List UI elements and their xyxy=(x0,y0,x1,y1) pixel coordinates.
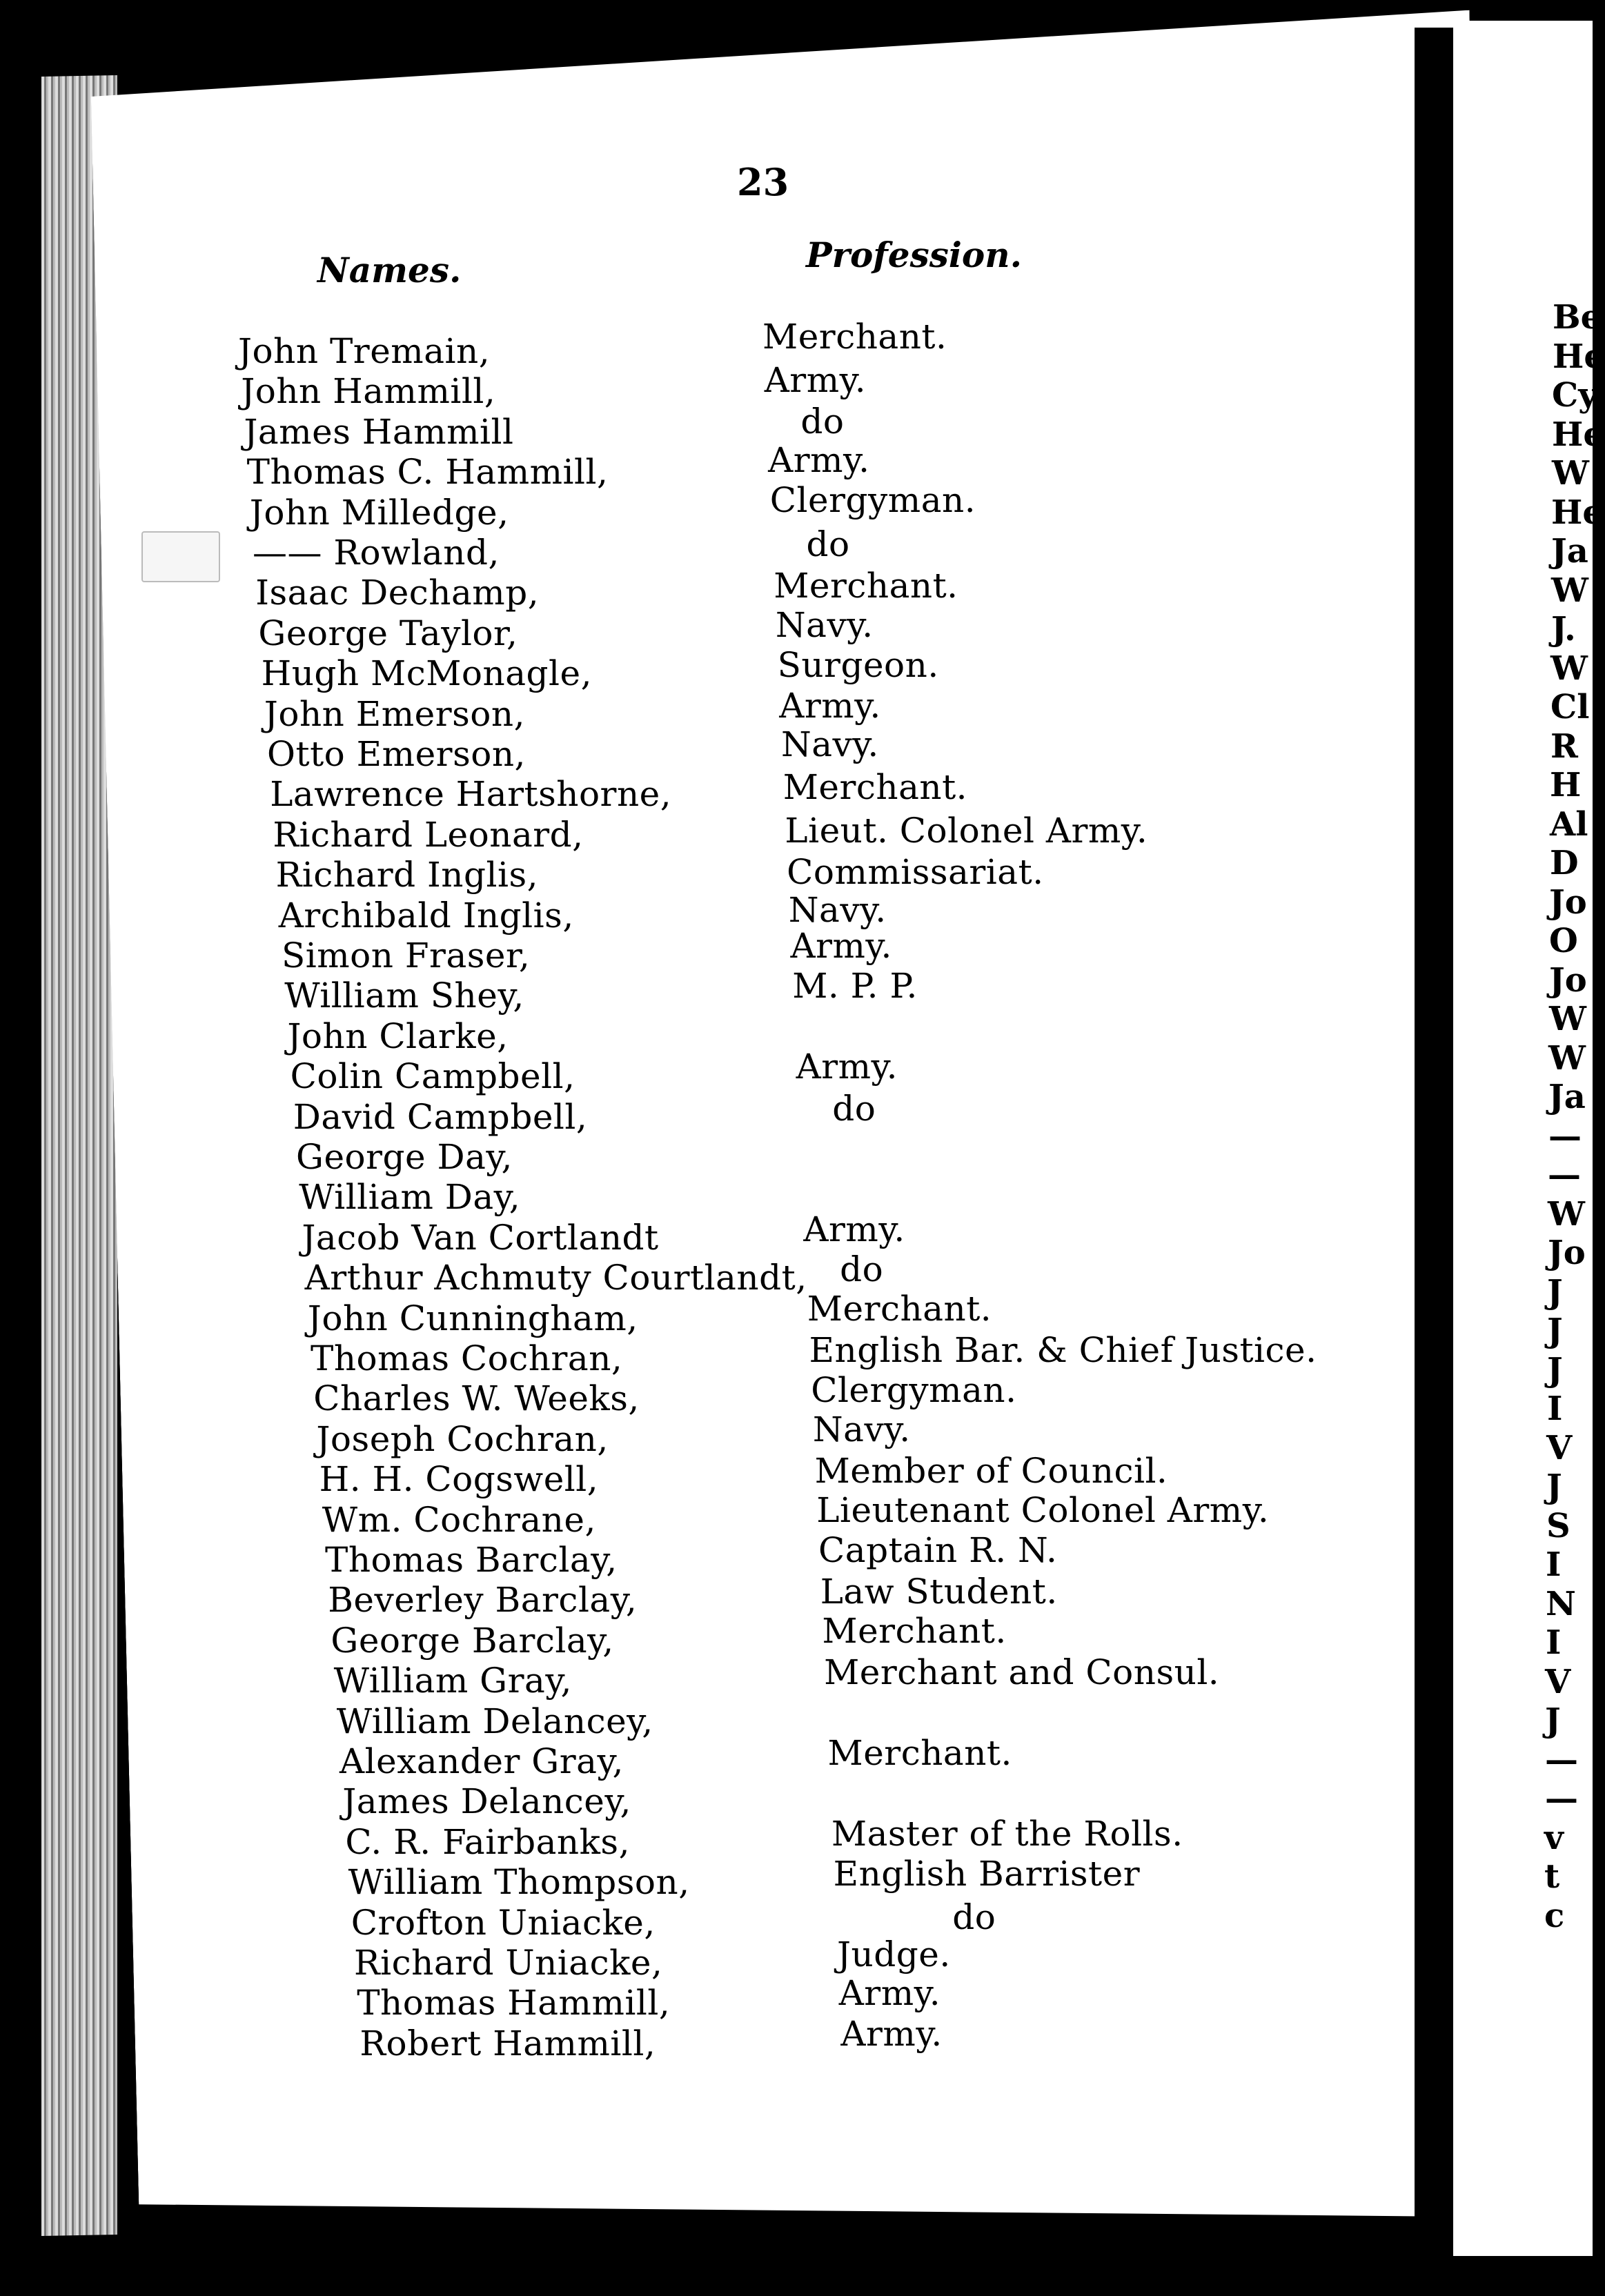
entry-name: David Campbell, xyxy=(293,1096,588,1137)
facing-page-fragment: — xyxy=(1545,1779,1578,1818)
entry-name: George Taylor, xyxy=(258,613,518,653)
entry-name: John Hammill, xyxy=(241,371,496,412)
entry-profession: Lieut. Colonel Army. xyxy=(785,810,1148,851)
entry-name: Colin Campbell, xyxy=(290,1056,575,1097)
facing-page-fragment: S xyxy=(1546,1506,1570,1545)
entry-profession: M. P. P. xyxy=(792,966,918,1007)
entry-name: Alexander Gray, xyxy=(339,1741,624,1781)
entry-name: William Gray, xyxy=(333,1661,572,1701)
entry-profession: Navy. xyxy=(781,724,879,764)
facing-page-fragment: V xyxy=(1546,1428,1573,1467)
facing-page-fragment: He xyxy=(1553,337,1605,376)
facing-page-fragment: W xyxy=(1551,571,1588,610)
page-number: 23 xyxy=(737,160,789,204)
entry-profession: Merchant. xyxy=(822,1610,1007,1651)
facing-page-fragment: J. xyxy=(1551,610,1576,649)
entry-profession: Navy. xyxy=(775,604,874,645)
entry-name: John Milledge, xyxy=(249,492,509,533)
entry-profession: Merchant. xyxy=(774,566,958,606)
entry-name: Richard Uniacke, xyxy=(354,1943,663,1983)
entry-name: Robert Hammill, xyxy=(360,2023,656,2064)
entry-profession: Navy. xyxy=(788,889,887,930)
facing-page-fragment: Ja xyxy=(1548,1078,1586,1116)
facing-page-fragment: J xyxy=(1547,1350,1563,1389)
facing-page-fragment: t xyxy=(1544,1857,1560,1896)
entry-name: William Thompson, xyxy=(348,1862,690,1903)
entry-profession: Army. xyxy=(768,440,870,481)
entry-name: George Day, xyxy=(296,1137,513,1177)
entry-profession: Merchant. xyxy=(827,1733,1012,1773)
entry-name: James Hammill xyxy=(244,411,514,452)
facing-page-fragment: W xyxy=(1550,649,1588,688)
entry-profession: do xyxy=(800,401,845,442)
entry-name: George Barclay, xyxy=(331,1620,614,1661)
profession-heading: Profession. xyxy=(806,235,1023,275)
entry-name: Thomas Hammill, xyxy=(357,1983,671,2023)
entry-profession: Army. xyxy=(838,1973,941,2014)
entry-name: Richard Inglis, xyxy=(275,855,539,895)
entry-name: Otto Emerson, xyxy=(267,734,526,774)
entry-name: John Clarke, xyxy=(287,1016,509,1056)
entry-profession: Army. xyxy=(779,685,881,726)
facing-page-fragment: I xyxy=(1547,1389,1563,1428)
names-heading: Names. xyxy=(317,250,462,290)
entry-name: Richard Leonard, xyxy=(273,814,584,855)
entry-name: Arthur Achmuty Courtlandt, xyxy=(304,1258,807,1298)
facing-page-fragment: I xyxy=(1546,1623,1562,1662)
entry-profession: Navy. xyxy=(812,1409,911,1449)
entry-profession: Commissariat. xyxy=(787,852,1044,893)
entry-name: H. H. Cogswell, xyxy=(319,1459,599,1500)
entry-profession: English Bar. & Chief Justice. xyxy=(809,1330,1317,1370)
entry-profession: Army. xyxy=(840,2013,943,2054)
entry-name: William Day, xyxy=(299,1177,521,1218)
entry-name: Jacob Van Cortlandt xyxy=(302,1217,659,1258)
entry-profession: Merchant. xyxy=(782,767,968,808)
entry-profession: Army. xyxy=(790,926,892,966)
entry-name: Wm. Cochrane, xyxy=(322,1499,596,1540)
facing-page-fragment: He xyxy=(1552,415,1604,454)
entry-name: Thomas Cochran, xyxy=(311,1338,623,1378)
facing-page-fragment: D xyxy=(1550,844,1579,882)
entry-name: Simon Fraser, xyxy=(282,936,531,976)
facing-page-fragment: H xyxy=(1550,766,1582,804)
facing-page-fragment: Jo xyxy=(1548,1234,1586,1272)
entry-profession: English Barrister xyxy=(833,1854,1141,1894)
entry-name: Beverley Barclay, xyxy=(328,1580,638,1621)
library-stamp xyxy=(141,531,220,582)
entry-profession: Judge. xyxy=(837,1934,951,1975)
facing-page-fragment: — xyxy=(1548,1156,1581,1194)
entry-name: Joseph Cochran, xyxy=(316,1418,609,1459)
entry-profession: Law Student. xyxy=(820,1572,1058,1612)
entry-name: James Delancey, xyxy=(342,1781,631,1822)
entry-name: Lawrence Hartshorne, xyxy=(270,774,672,815)
entry-name: Archibald Inglis, xyxy=(278,895,574,936)
entry-name: C. R. Fairbanks, xyxy=(345,1821,630,1862)
facing-page-fragment: W xyxy=(1549,1000,1586,1038)
facing-page-fragment: J xyxy=(1546,1467,1562,1506)
entry-profession: Master of the Rolls. xyxy=(831,1813,1183,1854)
facing-page-fragment: R xyxy=(1550,726,1578,766)
facing-page-fragment: Cl xyxy=(1550,688,1590,726)
facing-page-fragment: v xyxy=(1544,1818,1564,1857)
entry-name: William Shey, xyxy=(284,976,524,1016)
entry-name: John Tremain, xyxy=(238,331,491,371)
facing-page-fragment: — xyxy=(1548,1116,1582,1156)
entry-profession: Army. xyxy=(803,1209,905,1249)
entry-profession: Clergyman. xyxy=(811,1370,1017,1411)
entry-profession: do xyxy=(832,1088,876,1129)
facing-page-fragment: J xyxy=(1547,1272,1563,1312)
entry-name: John Cunningham, xyxy=(307,1298,638,1338)
entry-profession: do xyxy=(952,1897,996,1937)
entry-name: Isaac Dechamp, xyxy=(255,573,540,613)
entry-profession: Merchant. xyxy=(807,1288,992,1329)
facing-page-fragment: W xyxy=(1548,1038,1586,1078)
facing-page-fragment: V xyxy=(1545,1662,1571,1701)
entry-profession: Lieutenant Colonel Army. xyxy=(816,1490,1270,1530)
facing-page-fragment: — xyxy=(1545,1740,1578,1779)
facing-page-fragment: Al xyxy=(1550,804,1588,844)
entry-profession: Merchant and Consul. xyxy=(824,1652,1220,1693)
facing-page-fragment: Cy xyxy=(1552,376,1598,415)
facing-page-fragment: J xyxy=(1547,1312,1563,1350)
entry-profession: Member of Council. xyxy=(814,1451,1168,1492)
facing-page-fragment: He xyxy=(1551,493,1604,532)
entry-profession: do xyxy=(806,524,850,564)
facing-page-fragment: Jo xyxy=(1549,882,1587,922)
facing-page-fragment: Be xyxy=(1553,298,1602,337)
entry-profession: do xyxy=(840,1249,884,1290)
facing-page-fragment: J xyxy=(1545,1701,1561,1740)
facing-page-fragment: N xyxy=(1546,1584,1576,1623)
entry-name: Hugh McMonagle, xyxy=(261,653,592,694)
entry-profession: Army. xyxy=(796,1047,898,1087)
facing-page-fragment: W xyxy=(1548,1194,1585,1234)
entry-name: Crofton Uniacke, xyxy=(351,1902,656,1943)
entry-name: Charles W. Weeks, xyxy=(313,1378,640,1419)
facing-page-fragment: Jo xyxy=(1549,960,1587,1000)
entry-name: Thomas Barclay, xyxy=(325,1540,618,1580)
facing-page-fragment: c xyxy=(1544,1896,1565,1935)
entry-profession: Captain R. N. xyxy=(818,1530,1058,1570)
facing-page-fragment: Ja xyxy=(1551,532,1588,571)
entry-name: John Emerson, xyxy=(264,693,526,734)
facing-page-fragment: O xyxy=(1549,922,1578,960)
facing-page-fragment: W xyxy=(1552,454,1589,493)
entry-profession: Clergyman. xyxy=(769,479,976,520)
entry-name: —— Rowland, xyxy=(253,533,500,573)
entry-name: Thomas C. Hammill, xyxy=(246,452,609,493)
facing-page-fragment: I xyxy=(1546,1545,1562,1584)
book-gutter xyxy=(1415,28,1453,2235)
entry-name: William Delancey, xyxy=(336,1701,653,1741)
entry-profession: Merchant. xyxy=(762,317,947,357)
entry-profession: Army. xyxy=(764,360,867,401)
entry-profession: Surgeon. xyxy=(777,645,939,686)
